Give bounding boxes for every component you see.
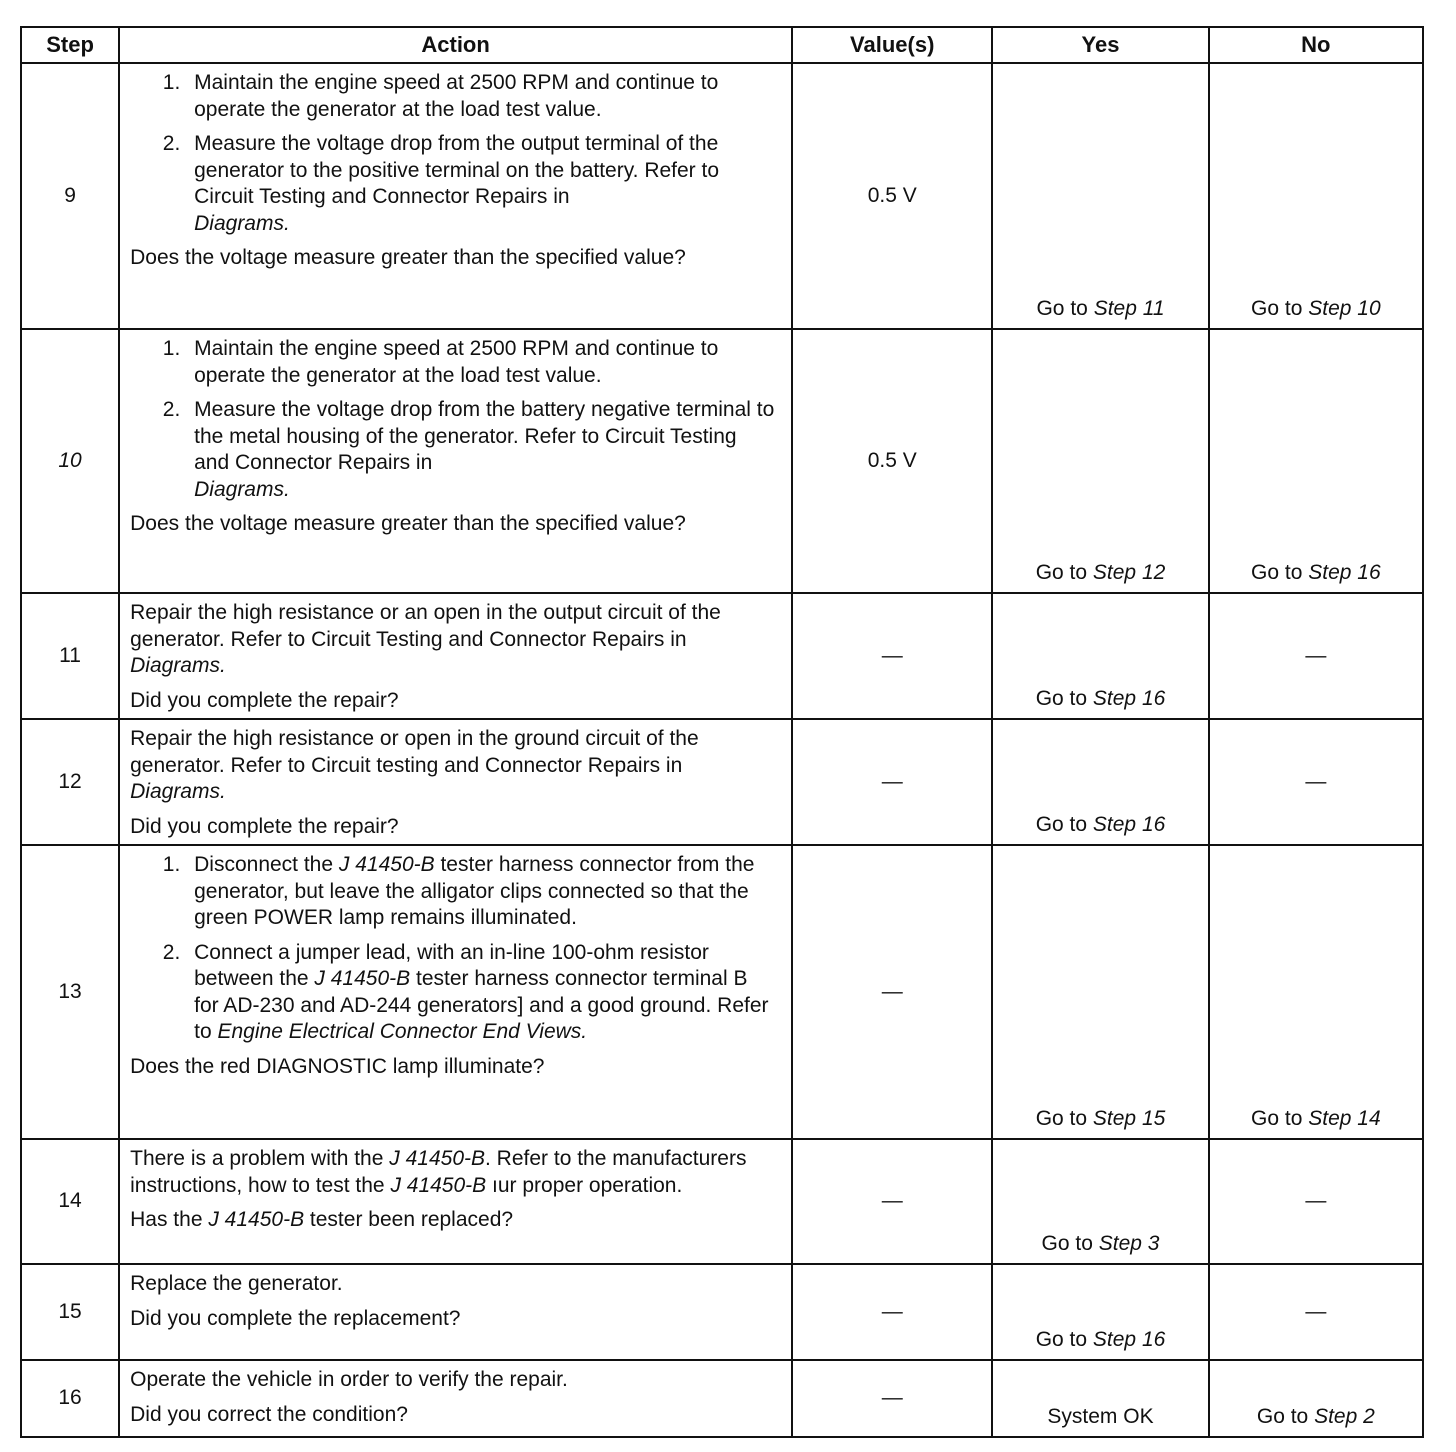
yes-cell: Go to Step 15	[992, 845, 1208, 1139]
yes-cell: Go to Step 16	[992, 1264, 1208, 1360]
question-text: Did you complete the repair?	[130, 688, 399, 712]
tool-name: J 41450-B	[390, 1173, 487, 1197]
step-number: 9	[21, 63, 119, 329]
action-text: Repair the high resistance or open in the ground circuit of the generator. Refer to Circuit testing and Connector Repairs in Diagrams.	[130, 727, 699, 803]
step-number: 11	[21, 593, 119, 719]
list-item: 1. Maintain the engine speed at 2500 RPM and continue to operate the generator at the load test value.	[162, 71, 719, 121]
yes-cell: Go to Step 3	[992, 1139, 1208, 1264]
no-step-link: Step 10	[1308, 296, 1381, 320]
table-row	[21, 329, 1423, 593]
list-item: 1. Maintain the engine speed at 2500 RPM and continue to operate the generator at the load test value.	[162, 337, 719, 387]
no-step-link: Step 2	[1314, 1404, 1375, 1428]
table-row	[21, 1264, 1423, 1360]
action-steps	[130, 852, 777, 1054]
list-item: 2. Measure the voltage drop from the battery negative terminal to the metal housing of the generator. Refer to Circuit Testing and Connector Repairs in Diagrams.	[162, 398, 775, 501]
header-yes: Yes	[992, 27, 1208, 63]
question-text: Did you correct the condition?	[130, 1402, 408, 1426]
value-cell: —	[792, 1360, 992, 1437]
header-step: Step	[21, 27, 119, 63]
question-text: Did you complete the replacement?	[130, 1306, 461, 1330]
action-text: Repair the high resistance or an open in the output circuit of the generator. Refer to Circuit Testing and Connector Repairs in Diagrams.	[130, 601, 721, 677]
step-number: 15	[21, 1264, 119, 1360]
table-row	[21, 845, 1423, 1139]
value-cell: 0.5 V	[792, 63, 992, 329]
doc-link: Diagrams.	[194, 211, 290, 235]
tool-name: J 41450-B	[338, 853, 435, 876]
action-cell	[119, 1264, 792, 1360]
question-text: Does the voltage measure greater than the specified value?	[130, 246, 686, 269]
doc-link: Diagrams.	[130, 654, 226, 677]
list-item: 2. Measure the voltage drop from the output terminal of the generator to the positive terminal on the battery. Refer to Circuit Testing and Connector Repairs in Diagrams.	[162, 132, 720, 235]
action-cell	[119, 63, 792, 329]
yes-step-link: Step 3	[1098, 1231, 1160, 1255]
value-cell: —	[792, 1264, 992, 1360]
no-cell: —	[1209, 1264, 1423, 1360]
action-text: Operate the vehicle in order to verify the repair.	[130, 1368, 568, 1391]
value-cell: —	[792, 1139, 992, 1264]
question-text: Does the voltage measure greater than the specified value?	[130, 512, 686, 535]
no-cell: Go to Step 2	[1209, 1360, 1423, 1437]
action-cell	[119, 1360, 792, 1437]
yes-step-link: Step 11	[1093, 296, 1165, 320]
step-number: 10	[21, 329, 119, 593]
no-cell: Go to Step 16	[1209, 329, 1423, 593]
action-cell	[119, 329, 792, 593]
table-row	[21, 1360, 1423, 1437]
no-cell: —	[1209, 593, 1423, 719]
value-cell: —	[792, 593, 992, 719]
table-row	[21, 1139, 1423, 1264]
question-text: Did you complete the repair?	[130, 814, 399, 838]
no-cell: Go to Step 10	[1209, 63, 1423, 329]
yes-cell: Go to Step 16	[992, 719, 1208, 845]
header-no: No	[1209, 27, 1423, 63]
action-cell	[119, 719, 792, 845]
yes-step-link: Step 12	[1092, 560, 1166, 584]
step-number: 13	[21, 845, 119, 1139]
header-action: Action	[119, 27, 792, 63]
diagnostic-table	[20, 26, 1424, 1438]
no-cell: Go to Step 14	[1209, 845, 1423, 1139]
yes-step-link: Step 16	[1092, 1327, 1166, 1351]
doc-link: Engine Electrical Connector End Views.	[217, 1020, 588, 1043]
action-cell	[119, 593, 792, 719]
value-cell: 0.5 V	[792, 329, 992, 593]
tool-name: J 41450-B	[314, 967, 411, 990]
step-number: 16	[21, 1360, 119, 1437]
doc-link: Diagrams.	[194, 477, 290, 501]
table-row	[21, 593, 1423, 719]
table-row	[21, 63, 1423, 329]
yes-cell: Go to Step 12	[992, 329, 1208, 593]
action-cell	[119, 1139, 792, 1264]
yes-cell: Go to Step 16	[992, 593, 1208, 719]
no-step-link: Step 16	[1308, 560, 1381, 584]
action-cell	[119, 845, 792, 1139]
action-text: Replace the generator.	[130, 1272, 343, 1295]
no-cell: —	[1209, 719, 1423, 845]
list-item: 1. Disconnect the J 41450-B tester harness connector from the generator, but leave the alligator clips connected so that the green POWER lamp remains illuminated.	[162, 853, 755, 929]
step-number: 14	[21, 1139, 119, 1264]
question-text: Does the red DIAGNOSTIC lamp illuminate?	[130, 1054, 545, 1078]
action-steps	[130, 336, 777, 511]
yes-step-link: Step 16	[1092, 812, 1166, 836]
yes-cell	[992, 1360, 1208, 1437]
yes-step-link: Step 16	[1092, 686, 1166, 710]
table-row	[21, 719, 1423, 845]
no-cell: —	[1209, 1139, 1423, 1264]
action-steps	[130, 70, 777, 245]
doc-link: Diagrams.	[130, 780, 226, 803]
header-row	[21, 27, 1423, 63]
list-item: 2. Connect a jumper lead, with an in-line 100-ohm resistor between the J 41450-B tester harness connector terminal B for AD-230 and AD-244 generators] and a good ground. Refer to Engine Electrical Connector End Views.	[162, 940, 769, 1043]
action-text: There is a problem with the J 41450-B. Refer to the manufacturers instructions, how to test the J 41450-B ıur proper operation.	[130, 1147, 747, 1197]
value-cell: —	[792, 845, 992, 1139]
yes-step-link: Step 15	[1092, 1106, 1166, 1130]
tool-name: J 41450-B	[389, 1147, 485, 1170]
yes-result: System OK	[1047, 1404, 1154, 1428]
question-text: Has the J 41450-B tester been replaced?	[130, 1208, 514, 1231]
no-step-link: Step 14	[1308, 1106, 1381, 1130]
yes-cell: Go to Step 11	[992, 63, 1208, 329]
step-number: 12	[21, 719, 119, 845]
tool-name: J 41450-B	[208, 1208, 305, 1231]
value-cell: —	[792, 719, 992, 845]
header-value: Value(s)	[792, 27, 992, 63]
